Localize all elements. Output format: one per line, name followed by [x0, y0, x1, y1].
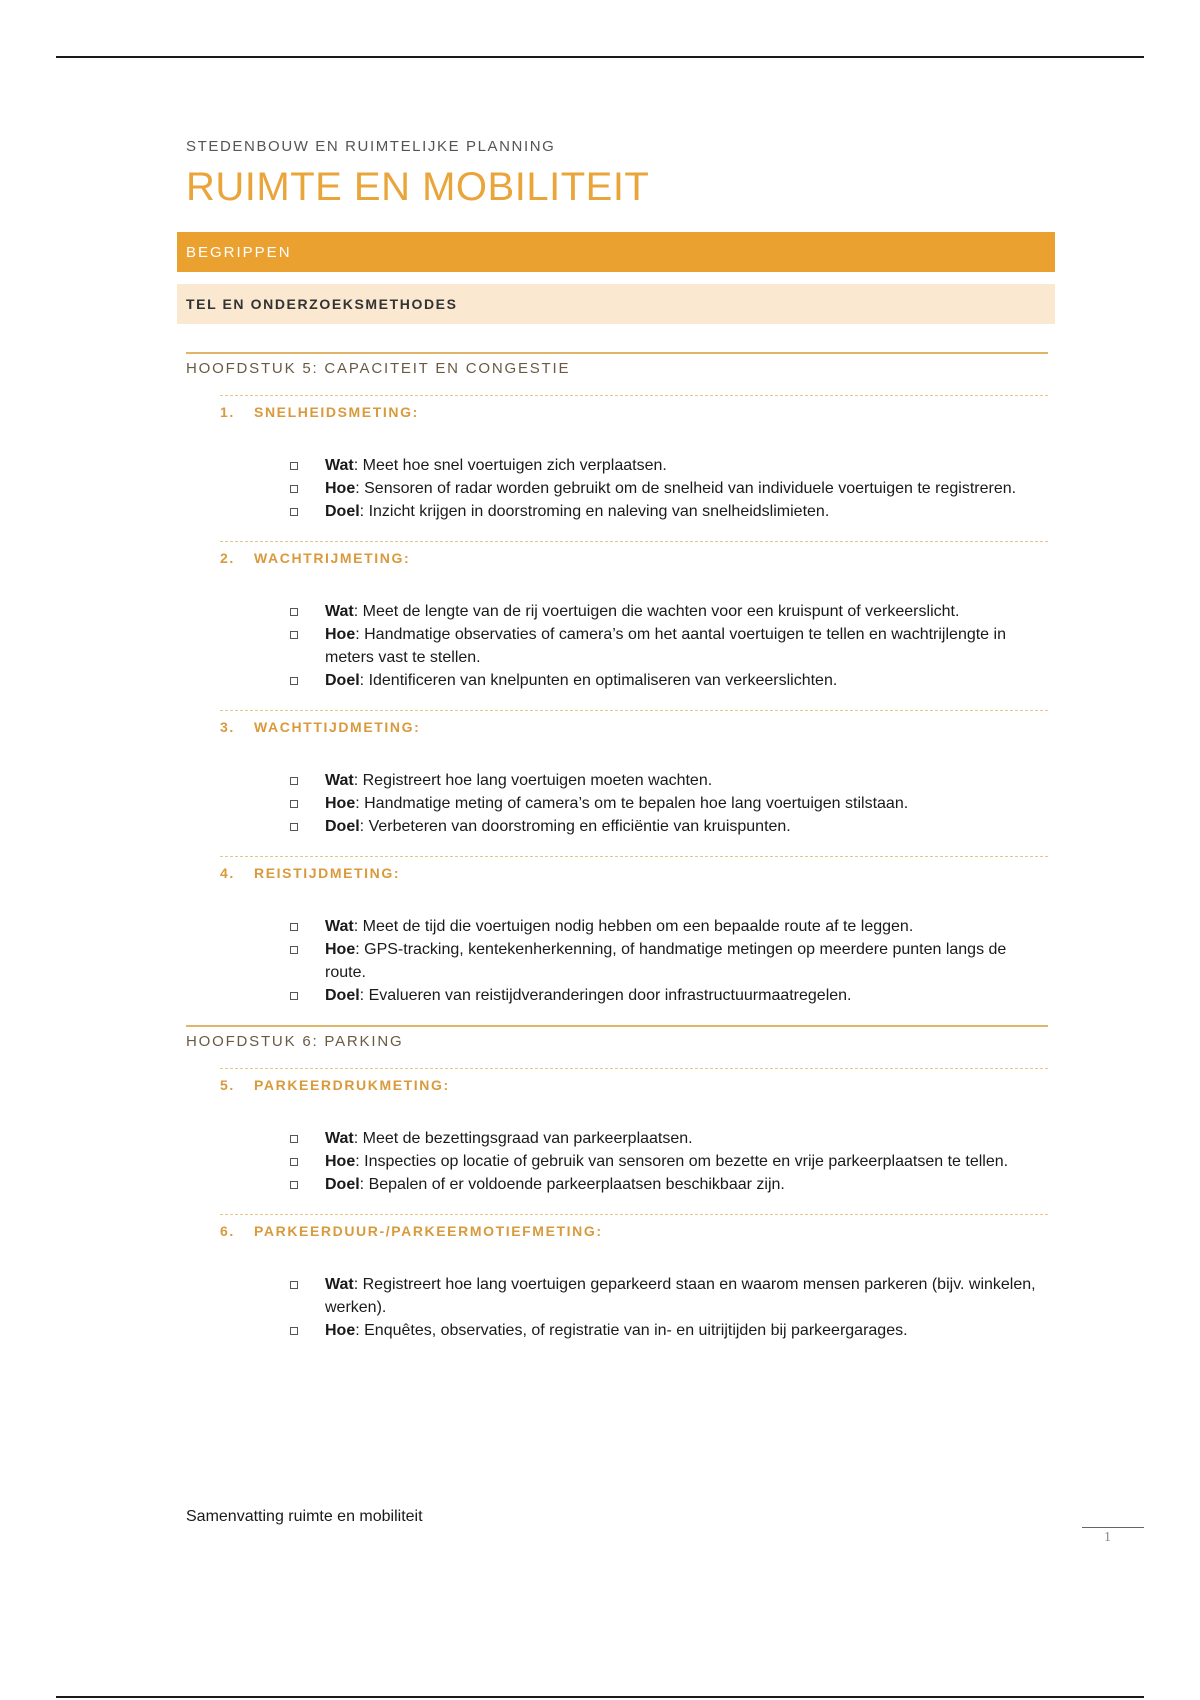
section-heading	[220, 1223, 1048, 1239]
list-item	[290, 938, 1048, 984]
begrippen-band: BEGRIPPEN	[177, 232, 1055, 272]
section-heading	[220, 1077, 1048, 1093]
point-text: : Sensoren of radar worden gebruikt om de snelheid van individuele voertuigen te registreren.	[355, 480, 1017, 497]
point-text: : Evalueren van reistijdveranderingen door infrastructuurmaatregelen.	[359, 987, 852, 1004]
point-label: Hoe	[325, 795, 356, 812]
section-heading	[220, 719, 1048, 735]
footer-text: Samenvatting ruimte en mobiliteit	[186, 1508, 423, 1525]
point-text: : GPS-tracking, kentekenherkenning, of handmatige metingen op meerdere punten langs de route.	[325, 941, 1007, 981]
point-text: : Identificeren van knelpunten en optimaliseren van verkeerslichten.	[359, 672, 838, 689]
point-label: Doel	[325, 1176, 360, 1193]
point-label: Wat	[325, 772, 354, 789]
point-text: : Meet de tijd die voertuigen nodig hebben om een bepaalde route af te leggen.	[353, 918, 914, 935]
section-heading	[220, 865, 1048, 881]
bottom-rule	[56, 1696, 1144, 1698]
point-text: : Enquêtes, observaties, of registratie van in- en uitrijtijden bij parkeergarages.	[355, 1322, 908, 1339]
section-number: 3.	[220, 719, 235, 735]
section-parkeerduurmeting	[220, 1214, 1048, 1342]
point-text: : Inspecties op locatie of gebruik van sensoren om bezette en vrije parkeerplaatsen te tellen.	[355, 1153, 1009, 1170]
list-item	[290, 477, 1048, 500]
list-item	[290, 1319, 1048, 1342]
point-text: : Registreert hoe lang voertuigen geparkeerd staan en waarom mensen parkeren (bijv. winkelen, werken).	[325, 1276, 1036, 1316]
list-item	[290, 815, 1048, 838]
page-content	[186, 138, 1046, 1360]
section-number: 1.	[220, 404, 235, 420]
list-item	[290, 1127, 1048, 1150]
point-label: Wat	[325, 1130, 354, 1147]
point-list	[220, 1127, 1048, 1196]
page-number: 1	[1104, 1530, 1111, 1545]
point-text: : Inzicht krijgen in doorstroming en naleving van snelheidslimieten.	[359, 503, 830, 520]
chapter-heading: HOOFDSTUK 6: PARKING	[186, 1033, 404, 1050]
list-item	[290, 1150, 1048, 1173]
point-label: Wat	[325, 603, 354, 620]
point-label: Doel	[325, 672, 360, 689]
point-label: Hoe	[325, 480, 356, 497]
section-parkeerdrukmeting	[220, 1068, 1048, 1196]
section-wachttijdmeting	[220, 710, 1048, 838]
point-label: Wat	[325, 457, 354, 474]
document-subject: STEDENBOUW EN RUIMTELIJKE PLANNING	[186, 138, 556, 155]
list-item	[290, 500, 1048, 523]
list-item	[290, 454, 1048, 477]
point-text: : Meet de lengte van de rij voertuigen die wachten voor een kruispunt of verkeerslicht.	[353, 603, 960, 620]
section-number: 6.	[220, 1223, 235, 1239]
list-item	[290, 600, 1048, 623]
chapter-5	[186, 352, 1048, 1007]
section-number: 2.	[220, 550, 235, 566]
point-list	[220, 600, 1048, 692]
point-list	[220, 915, 1048, 1007]
section-title: REISTIJDMETING:	[254, 865, 401, 881]
point-label: Wat	[325, 1276, 354, 1293]
section-number: 4.	[220, 865, 235, 881]
point-text: : Meet de bezettingsgraad van parkeerplaatsen.	[353, 1130, 693, 1147]
chapter-heading: HOOFDSTUK 5: CAPACITEIT EN CONGESTIE	[186, 360, 571, 377]
point-text: : Handmatige observaties of camera’s om het aantal voertuigen te tellen en wachtrijlengte in meters vast te stellen.	[325, 626, 1006, 666]
point-label: Wat	[325, 918, 354, 935]
point-label: Doel	[325, 818, 360, 835]
tel-band: TEL EN ONDERZOEKSMETHODES	[177, 284, 1055, 324]
point-label: Doel	[325, 503, 360, 520]
point-text: : Verbeteren van doorstroming en efficiëntie van kruispunten.	[359, 818, 791, 835]
section-wachtrijmeting	[220, 541, 1048, 692]
list-item	[290, 623, 1048, 669]
point-label: Hoe	[325, 941, 356, 958]
point-label: Doel	[325, 987, 360, 1004]
list-item	[290, 769, 1048, 792]
point-text: : Handmatige meting of camera’s om te bepalen hoe lang voertuigen stilstaan.	[355, 795, 909, 812]
point-text: : Registreert hoe lang voertuigen moeten wachten.	[353, 772, 713, 789]
list-item	[290, 669, 1048, 692]
point-label: Hoe	[325, 626, 356, 643]
section-number: 5.	[220, 1077, 235, 1093]
list-item	[290, 1173, 1048, 1196]
list-item	[290, 1273, 1048, 1319]
section-title: WACHTTIJDMETING:	[254, 719, 421, 735]
section-heading	[220, 404, 1048, 420]
point-text: : Bepalen of er voldoende parkeerplaatsen beschikbaar zijn.	[359, 1176, 785, 1193]
section-snelheidsmeting	[220, 395, 1048, 523]
section-heading	[220, 550, 1048, 566]
point-list	[220, 1273, 1048, 1342]
point-list	[220, 454, 1048, 523]
point-label: Hoe	[325, 1153, 356, 1170]
chapter-6	[186, 1025, 1048, 1342]
section-title: PARKEERDRUKMETING:	[254, 1077, 450, 1093]
point-label: Hoe	[325, 1322, 356, 1339]
top-rule	[56, 56, 1144, 58]
section-title: PARKEERDUUR-/PARKEERMOTIEFMETING:	[254, 1223, 603, 1239]
list-item	[290, 792, 1048, 815]
list-item	[290, 984, 1048, 1007]
section-title: WACHTRIJMETING:	[254, 550, 411, 566]
document-title: RUIMTE EN MOBILITEIT	[186, 165, 650, 209]
section-title: SNELHEIDSMETING:	[254, 404, 419, 420]
point-list	[220, 769, 1048, 838]
section-reistijdmeting	[220, 856, 1048, 1007]
page-number-rule	[1082, 1527, 1144, 1528]
list-item	[290, 915, 1048, 938]
point-text: : Meet hoe snel voertuigen zich verplaatsen.	[353, 457, 667, 474]
